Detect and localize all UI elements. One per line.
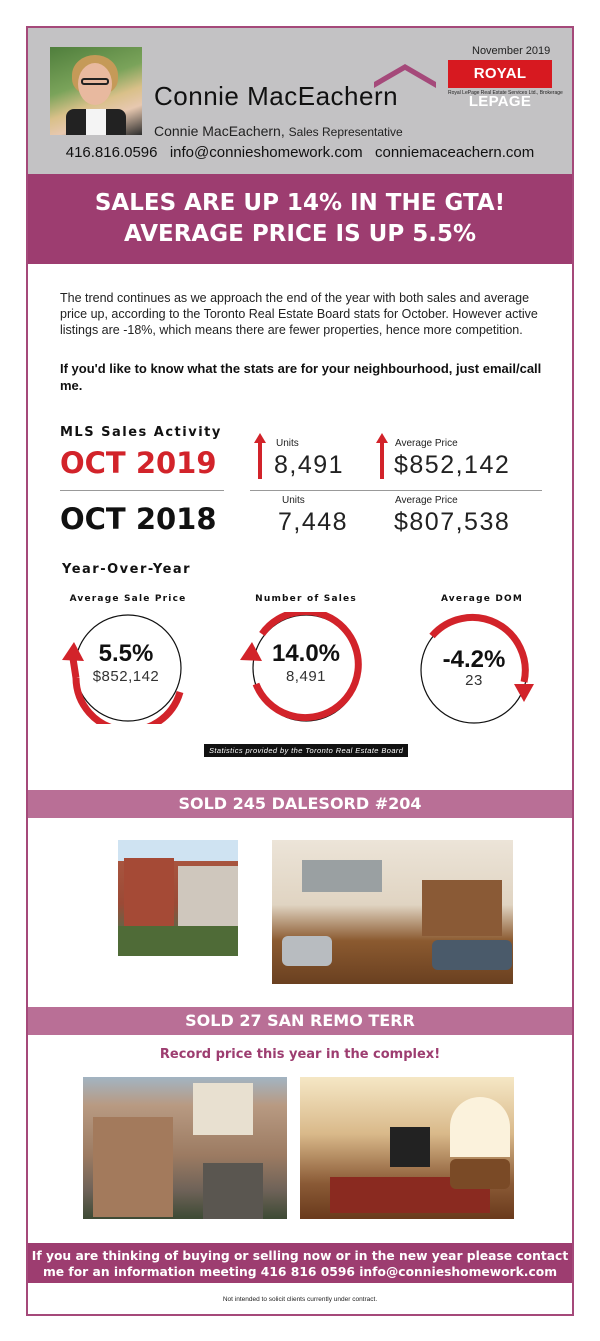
royal-lepage-logo: ROYAL LEPAGE (448, 60, 552, 88)
previous-units: 7,448 (278, 508, 349, 536)
gauge-sub: 8,491 (285, 668, 327, 685)
current-units: 8,491 (274, 451, 345, 479)
price-label: Average Price (395, 438, 458, 449)
gauge-value: 14.0% (271, 640, 341, 667)
agent-photo (50, 47, 142, 135)
record-note: Record price this year in the complex! (159, 1047, 441, 1062)
intro-text: The trend continues as we approach the end of the year with both sales and average price up, according to the Toronto Real Estate Board stats for October. However active listings are -18%, which means there are fewer properties, hence more competition. (60, 291, 538, 337)
previous-period: OCT 2018 (60, 502, 217, 536)
source-note: Statistics provided by the Toronto Real Estate Board (204, 744, 408, 757)
townhouse-exterior-photo (83, 1077, 287, 1219)
divider (60, 490, 224, 491)
yoy-title: Year-Over-Year (62, 562, 192, 577)
header (28, 28, 572, 174)
headline-line-2: AVERAGE PRICE IS UP 5.5% (123, 221, 477, 247)
disclaimer: Not intended to solicit clients currently under contract. (222, 1296, 378, 1303)
headline-line-1: SALES ARE UP 14% IN THE GTA! (94, 190, 506, 216)
intro-callout: If you'd like to know what the stats are for your neighbourhood, just email/call me. (60, 361, 542, 393)
gauge-title: Average Sale Price (69, 594, 187, 604)
website-link[interactable]: conniemaceachern.com (375, 144, 535, 161)
living-room-photo (272, 840, 513, 984)
building-exterior-photo (118, 840, 238, 956)
agent-name: Connie MacEachern (154, 81, 399, 111)
footer-line-1: If you are thinking of buying or selling now or in the new year please contact (31, 1249, 569, 1263)
mls-title: MLS Sales Activity (60, 425, 222, 440)
previous-price: $807,538 (394, 508, 511, 536)
rep-line (154, 123, 403, 139)
sold-banner: SOLD 27 SAN REMO TERR (28, 1007, 572, 1035)
gauge-title: Average DOM (440, 594, 524, 604)
gauge-sub: 23 (465, 672, 483, 689)
family-room-photo (300, 1077, 514, 1219)
current-price: $852,142 (394, 451, 511, 479)
gauge-sub: $852,142 (92, 668, 160, 685)
rep-name: Connie MacEachern, (154, 123, 285, 139)
units-label: Units (276, 438, 299, 449)
email-link[interactable]: info@connieshomework.com (169, 144, 363, 161)
price-label: Average Price (395, 495, 458, 506)
footer-line-2: me for an information meeting 416 816 0596 info@connieshomework.com (42, 1265, 558, 1279)
brokerage-name: Royal LePage Real Estate Services Ltd., Brokerage (448, 90, 563, 96)
up-arrow-icon (254, 433, 266, 479)
rep-title: Sales Representative (288, 125, 403, 139)
divider (250, 490, 542, 491)
phone[interactable]: 416.816.0596 (65, 144, 158, 161)
newsletter-frame (26, 26, 574, 1316)
sold-banner: SOLD 245 DALESORD #204 (28, 790, 572, 818)
headline-banner (28, 174, 572, 264)
gauge-value: -4.2% (442, 646, 506, 673)
gauge-title: Number of Sales (255, 594, 357, 604)
footer-banner (28, 1243, 572, 1283)
contact-line (28, 144, 572, 161)
issue-date: November 2019 (472, 45, 551, 57)
units-label: Units (282, 495, 305, 506)
up-arrow-icon (376, 433, 388, 479)
current-period: OCT 2019 (60, 446, 217, 480)
gauge-value: 5.5% (98, 640, 154, 667)
